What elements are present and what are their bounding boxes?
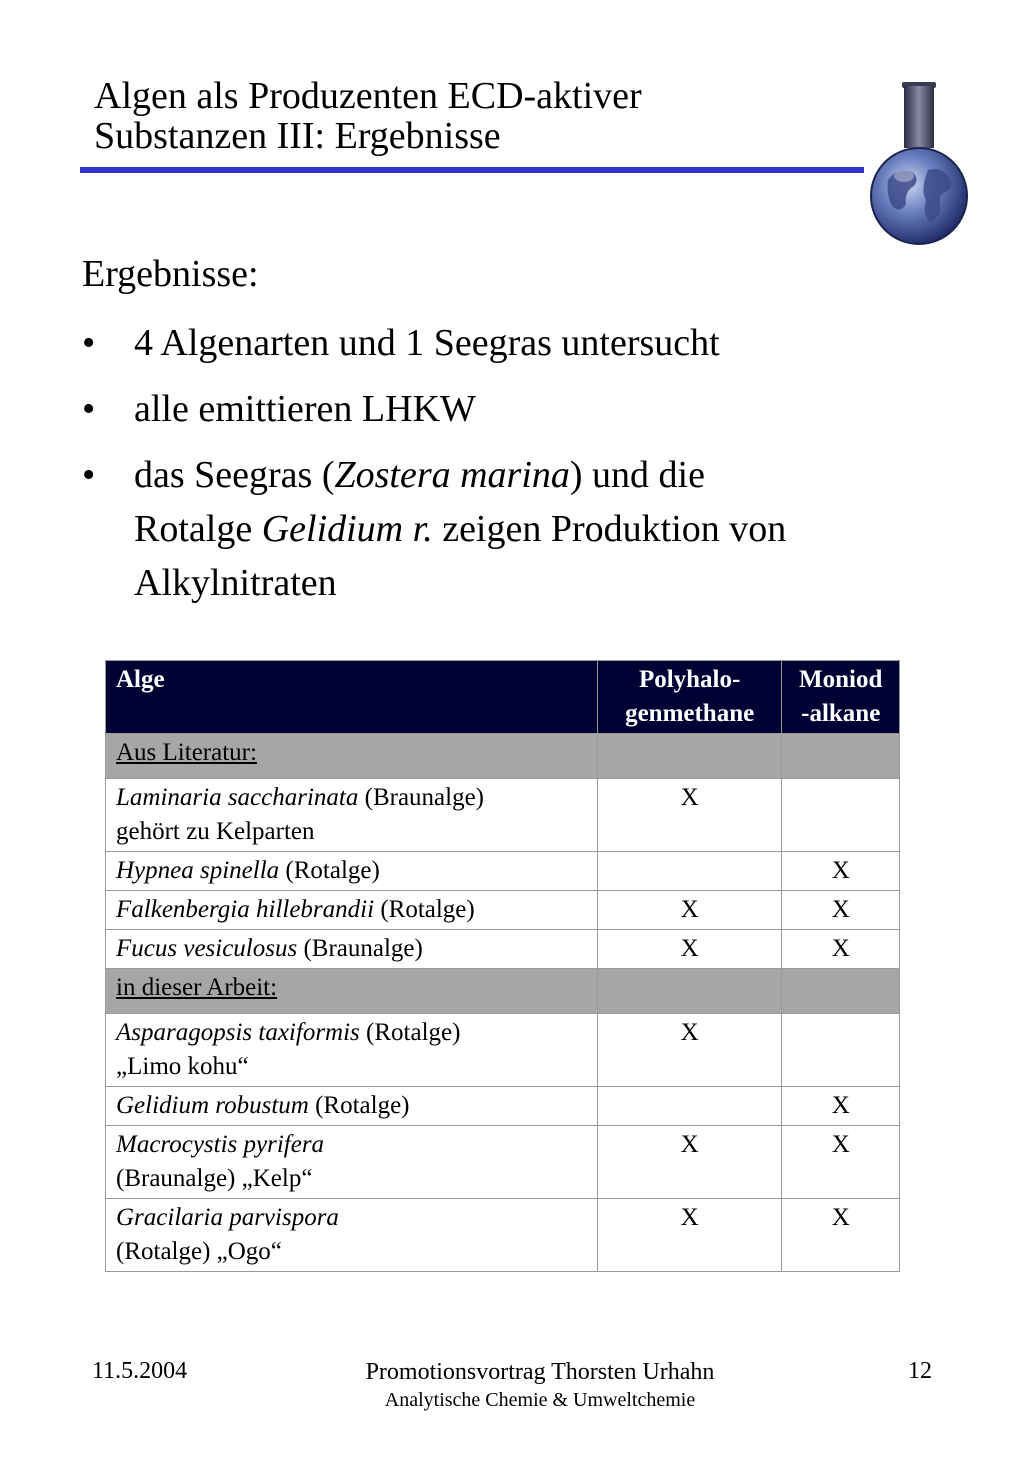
species-name: Zostera marina	[334, 454, 570, 496]
empty-cell	[597, 969, 782, 1014]
moniod-cell	[782, 1014, 900, 1087]
bullet-text: Alkylnitraten	[134, 562, 337, 604]
species-desc: (Rotalge)	[359, 1019, 461, 1046]
header-moniodalkane	[782, 661, 900, 734]
title-rule	[80, 167, 864, 173]
bullet-text: 4 Algenarten und 1 Seegras untersucht	[134, 322, 720, 364]
bullet-list	[82, 316, 942, 622]
species-name: Macrocystis pyrifera	[116, 1131, 325, 1158]
bullet-text: das Seegras (	[134, 454, 335, 496]
header-polyhalogenmethane	[597, 661, 782, 734]
species-desc: gehört zu Kelparten	[116, 818, 315, 845]
page-number: 12	[908, 1358, 932, 1384]
bullet-text: zeigen Produktion von	[432, 508, 787, 550]
moniod-cell: X	[782, 930, 900, 969]
header-text: Polyhalo-	[638, 666, 741, 693]
section-row	[106, 969, 900, 1014]
table-row	[106, 1014, 900, 1087]
species-desc: (Rotalge)	[279, 857, 380, 884]
species-name: Hypnea spinella	[116, 857, 280, 884]
table-row	[106, 891, 900, 930]
species-name: Fucus vesiculosus	[116, 935, 298, 962]
species-name: Laminaria saccharinata	[116, 784, 359, 811]
species-desc: (Rotalge) „Ogo“	[116, 1238, 282, 1265]
moniod-cell: X	[782, 1199, 900, 1272]
bullet-item	[82, 448, 942, 610]
footer-title-block	[300, 1358, 780, 1414]
species-desc: (Rotalge)	[308, 1092, 410, 1119]
bullet-item	[82, 382, 942, 436]
header-text: genmethane	[625, 700, 755, 727]
alga-cell	[106, 930, 598, 969]
empty-cell	[597, 734, 782, 779]
polyhalo-cell	[597, 852, 782, 891]
table-row	[106, 1199, 900, 1272]
title-line-2: Substanzen III: Ergebnisse	[94, 115, 501, 157]
table-row	[106, 1087, 900, 1126]
polyhalo-cell	[597, 1087, 782, 1126]
results-table	[105, 660, 900, 1272]
moniod-cell	[782, 779, 900, 852]
alga-cell	[106, 852, 598, 891]
species-name: Falkenbergia hillebrandii	[116, 896, 375, 923]
bullet-text: ) und die	[569, 454, 705, 496]
species-name: Gelidium r.	[261, 508, 433, 550]
table-row	[106, 852, 900, 891]
section-label-cell	[106, 734, 598, 779]
table-row	[106, 930, 900, 969]
species-desc: (Rotalge)	[374, 896, 475, 923]
bullet-text: Rotalge	[134, 508, 262, 550]
species-name: Gracilaria parvispora	[116, 1204, 339, 1231]
alga-cell	[106, 1087, 598, 1126]
header-alge: Alge	[106, 661, 598, 734]
alga-cell	[106, 1199, 598, 1272]
moniod-cell: X	[782, 1087, 900, 1126]
alga-cell	[106, 1014, 598, 1087]
species-name: Asparagopsis taxiformis	[116, 1019, 360, 1046]
polyhalo-cell: X	[597, 1199, 782, 1272]
empty-cell	[782, 734, 900, 779]
table-row	[106, 1126, 900, 1199]
section-label: in dieser Arbeit:	[116, 974, 278, 1001]
bullet-marker: •	[82, 454, 96, 496]
title-line-1: Algen als Produzenten ECD-aktiver	[94, 75, 642, 117]
polyhalo-cell: X	[597, 891, 782, 930]
moniod-cell: X	[782, 1126, 900, 1199]
species-desc: „Limo kohu“	[116, 1053, 249, 1080]
bullet-item	[82, 316, 942, 370]
polyhalo-cell: X	[597, 1014, 782, 1087]
slide-title	[94, 76, 854, 156]
section-label: Aus Literatur:	[116, 739, 257, 766]
section-row	[106, 734, 900, 779]
polyhalo-cell: X	[597, 1126, 782, 1199]
footer-subtitle: Analytische Chemie & Umweltchemie	[384, 1389, 696, 1411]
header-text: -alkane	[801, 700, 881, 727]
species-name: Gelidium robustum	[116, 1092, 309, 1119]
polyhalo-cell: X	[597, 779, 782, 852]
section-label-cell	[106, 969, 598, 1014]
footer-date: 11.5.2004	[92, 1358, 188, 1384]
alga-cell	[106, 891, 598, 930]
polyhalo-cell: X	[597, 930, 782, 969]
moniod-cell: X	[782, 852, 900, 891]
species-desc: (Braunalge)	[297, 935, 423, 962]
footer-title: Promotionsvortrag Thorsten Urhahn	[365, 1359, 715, 1385]
alga-cell	[106, 1126, 598, 1199]
bullet-marker: •	[82, 322, 96, 364]
intro-heading: Ergebnisse:	[82, 253, 259, 295]
bullet-text: alle emittieren LHKW	[134, 388, 476, 430]
table-row	[106, 779, 900, 852]
header-text: Moniod	[799, 666, 883, 693]
alga-cell	[106, 779, 598, 852]
globe-flask-icon	[866, 80, 970, 248]
species-desc: (Braunalge)	[358, 784, 485, 811]
species-desc: (Braunalge) „Kelp“	[116, 1165, 313, 1192]
bullet-marker: •	[82, 388, 96, 430]
moniod-cell: X	[782, 891, 900, 930]
empty-cell	[782, 969, 900, 1014]
table-header-row	[106, 661, 900, 734]
